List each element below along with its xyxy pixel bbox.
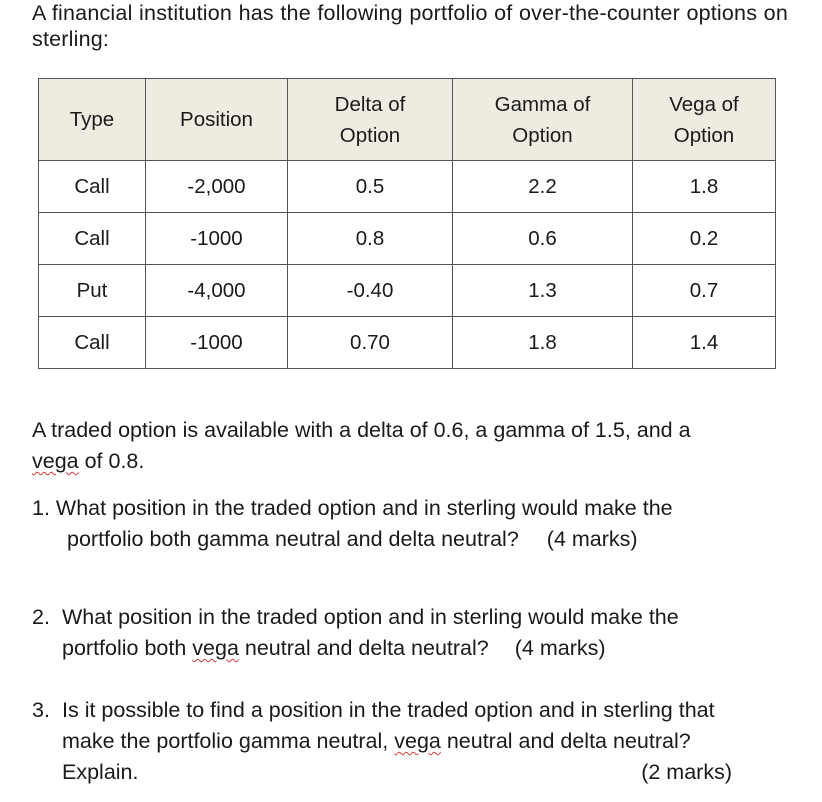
cell-delta: -0.40: [288, 265, 453, 317]
cell-type: Call: [39, 213, 146, 265]
table-row: [39, 265, 776, 317]
cell-position: -2,000: [146, 161, 288, 213]
question-1-number: 1.: [32, 496, 50, 520]
cell-gamma: 1.8: [453, 317, 633, 369]
header-gamma-label-line2: Option: [512, 123, 573, 147]
cell-gamma: 0.6: [453, 213, 633, 265]
question-1-text-line2: portfolio both gamma neutral and delta neutral?: [67, 527, 519, 551]
header-type: [39, 79, 146, 161]
cell-gamma: 2.2: [453, 161, 633, 213]
cell-position: -4,000: [146, 265, 288, 317]
table-row: [39, 161, 776, 213]
question-1-line2: [32, 524, 673, 555]
question-3-text-line2-pre: make the portfolio gamma neutral,: [62, 729, 395, 753]
header-vega-label-line1: Vega of: [669, 92, 739, 116]
question-3-marks: (2 marks): [641, 760, 732, 784]
question-3: [32, 695, 732, 788]
traded-option-line2-rest: of 0.8.: [78, 449, 145, 473]
traded-option-paragraph: [32, 415, 691, 477]
question-2-number: 2.: [32, 605, 50, 629]
question-2-text-line1: What position in the traded option and in sterling would make the: [62, 605, 679, 629]
question-3-text-line1: Is it possible to find a position in the traded option and in sterling that: [62, 698, 715, 722]
question-2-text-line2-post: neutral and delta neutral?: [238, 636, 489, 660]
spellcheck-word: vega: [192, 636, 239, 660]
cell-vega: 0.2: [633, 213, 776, 265]
header-gamma-label-line1: Gamma of: [494, 92, 591, 116]
cell-position: -1000: [146, 317, 288, 369]
header-vega: [633, 79, 776, 161]
question-3-line1: [32, 695, 732, 726]
question-3-number: 3.: [32, 698, 50, 722]
cell-vega: 1.8: [633, 161, 776, 213]
cell-vega: 1.4: [633, 317, 776, 369]
intro-paragraph: A financial institution has the following portfolio of over-the-counter options on sterling:: [32, 1, 788, 51]
portfolio-table: [38, 78, 776, 369]
cell-position: -1000: [146, 213, 288, 265]
header-position-label: Position: [180, 108, 253, 131]
cell-gamma: 1.3: [453, 265, 633, 317]
table-row: [39, 213, 776, 265]
cell-delta: 0.5: [288, 161, 453, 213]
question-3-text-line2-post: neutral and delta neutral?: [440, 729, 691, 753]
header-gamma: [453, 79, 633, 161]
question-1-line1: [32, 493, 673, 524]
traded-option-line1: A traded option is available with a delta of 0.6, a gamma of 1.5, and a: [32, 418, 691, 442]
question-3-line2: [32, 726, 732, 757]
question-1-text-line1: What position in the traded option and in sterling would make the: [55, 496, 673, 520]
cell-type: Put: [39, 265, 146, 317]
header-delta: [288, 79, 453, 161]
question-3-line3: [32, 757, 732, 788]
question-2: [32, 602, 679, 664]
spellcheck-word: vega: [394, 729, 441, 753]
header-position: [146, 79, 288, 161]
spellcheck-word: vega: [32, 449, 79, 473]
question-2-text-line2-pre: portfolio both: [62, 636, 193, 660]
table-row: [39, 317, 776, 369]
question-3-text-line3: Explain.: [62, 760, 139, 784]
cell-vega: 0.7: [633, 265, 776, 317]
question-1: [32, 493, 673, 555]
header-type-label: Type: [69, 108, 115, 131]
header-delta-label-line2: Option: [339, 123, 401, 147]
cell-type: Call: [39, 161, 146, 213]
question-1-marks: (4 marks): [546, 527, 638, 551]
header-delta-label-line1: Delta of: [334, 92, 406, 116]
question-2-marks: (4 marks): [514, 636, 606, 660]
question-2-line2: [32, 633, 679, 664]
traded-option-line2: [32, 446, 691, 477]
header-vega-label-line2: Option: [673, 123, 735, 147]
cell-delta: 0.70: [288, 317, 453, 369]
cell-type: Call: [39, 317, 146, 369]
question-2-line1: [32, 602, 679, 633]
cell-delta: 0.8: [288, 213, 453, 265]
table-header-row: [39, 79, 776, 161]
